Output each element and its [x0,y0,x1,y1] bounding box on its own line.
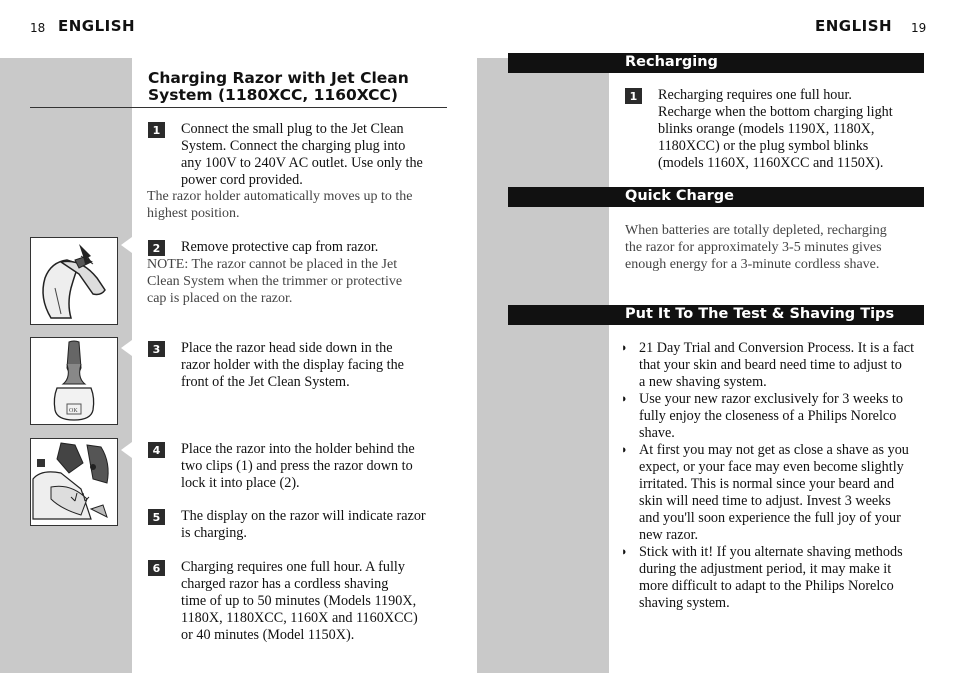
step-text: Recharging requires one full hour. Recharge when the bottom charging light blinks orange (models 1190X, 1180X, 1180XCC) or the plug symbol blinks (models 1160X, 1160XCC and 1150X). [658,87,893,171]
left-header: ENGLISH [58,17,136,35]
razor-holder-illustration-icon [31,338,117,424]
section-title: Recharging [625,54,718,70]
razor-cap-removal-illustration-icon [31,238,117,324]
tips-list [621,340,926,612]
left-page-number: 18 [30,21,46,35]
pointer-triangle [121,442,132,458]
step-text: Charging requires one full hour. A fully charged razor has a cordless shaving time of up to 50 minutes (Models 1190X, 1180X, 1180XCC, 1160X and 1160XCC) or 40 minutes (Model 1150X). [181,559,418,643]
illustration-frame [30,337,118,425]
step-text: Remove protective cap from razor. [181,239,379,255]
step-text: Place the razor head side down in the razor holder with the display facing the front of the Jet Clean System. [181,340,404,390]
step-number: 1 [625,88,642,104]
step-text: Place the razor into the holder behind the two clips (1) and press the razor down to lock it into place (2). [181,441,415,491]
pointer-triangle [121,340,132,356]
right-page-number: 19 [911,21,927,35]
step-number: 4 [148,442,165,458]
bullet-icon: ◗ [621,546,628,558]
left-title-line: System (1180XCC, 1160XCC) [148,86,398,104]
step-number: 2 [148,240,165,256]
step-text: Connect the small plug to the Jet Clean System. Connect the charging plug into any 100V to 240V AC outlet. Use only the power cord provided. [181,121,423,188]
step-text: The display on the razor will indicate razor is charging. [181,508,426,541]
list-item: ◗ Stick with it! If you alternate shaving methods during the adjustment period, it may make it more difficult to adapt to the Philips Norelco shaving system. [621,544,903,611]
right-gray-band [477,58,609,673]
list-item: ◗ 21 Day Trial and Conversion Process. It is a fact that your skin and beard need time to adjust to a new shaving system. [621,340,915,390]
right-header: ENGLISH [815,17,893,35]
illustration-frame [30,438,118,526]
section-bar-tips [508,305,924,325]
illustration-frame [30,237,118,325]
left-title [148,70,409,104]
section-title: Put It To The Test & Shaving Tips [625,306,895,322]
svg-text:OK: OK [69,408,78,414]
note-text: The razor holder automatically moves up to the highest position. [147,189,413,221]
bullet-icon: ◗ [621,444,628,456]
section-title: Quick Charge [625,188,735,204]
bullet-icon: ◗ [621,342,628,354]
step-number: 1 [148,122,165,138]
left-title-line: Charging Razor with Jet Clean [148,69,409,87]
list-item: ◗ At first you may not get as close a shave as you expect, or your face may even become slightly irritated. This is normal since your beard and skin will need time to adjust. Invest 3 weeks and you'll soon experience the full joy of your new razor. [621,442,909,543]
title-divider [30,107,447,108]
bullet-icon: ◗ [621,393,628,405]
quick-charge-text: When batteries are totally depleted, recharging the razor for approximately 3-5 minutes gives enough energy for a 3-minute cordless shave. [625,223,887,272]
razor-insertion-illustration-icon [31,439,117,525]
pointer-triangle [121,237,132,253]
list-item: ◗ Use your new razor exclusively for 3 weeks to fully enjoy the closeness of a Philips Norelco shave. [621,391,903,441]
note-text: NOTE: The razor cannot be placed in the Jet Clean System when the trimmer or protective cap is placed on the razor. [147,257,403,306]
section-bar-quick-charge [508,187,924,207]
section-bar-recharging [508,53,924,73]
step-number: 3 [148,341,165,357]
step-number: 5 [148,509,165,525]
step-number: 6 [148,560,165,576]
